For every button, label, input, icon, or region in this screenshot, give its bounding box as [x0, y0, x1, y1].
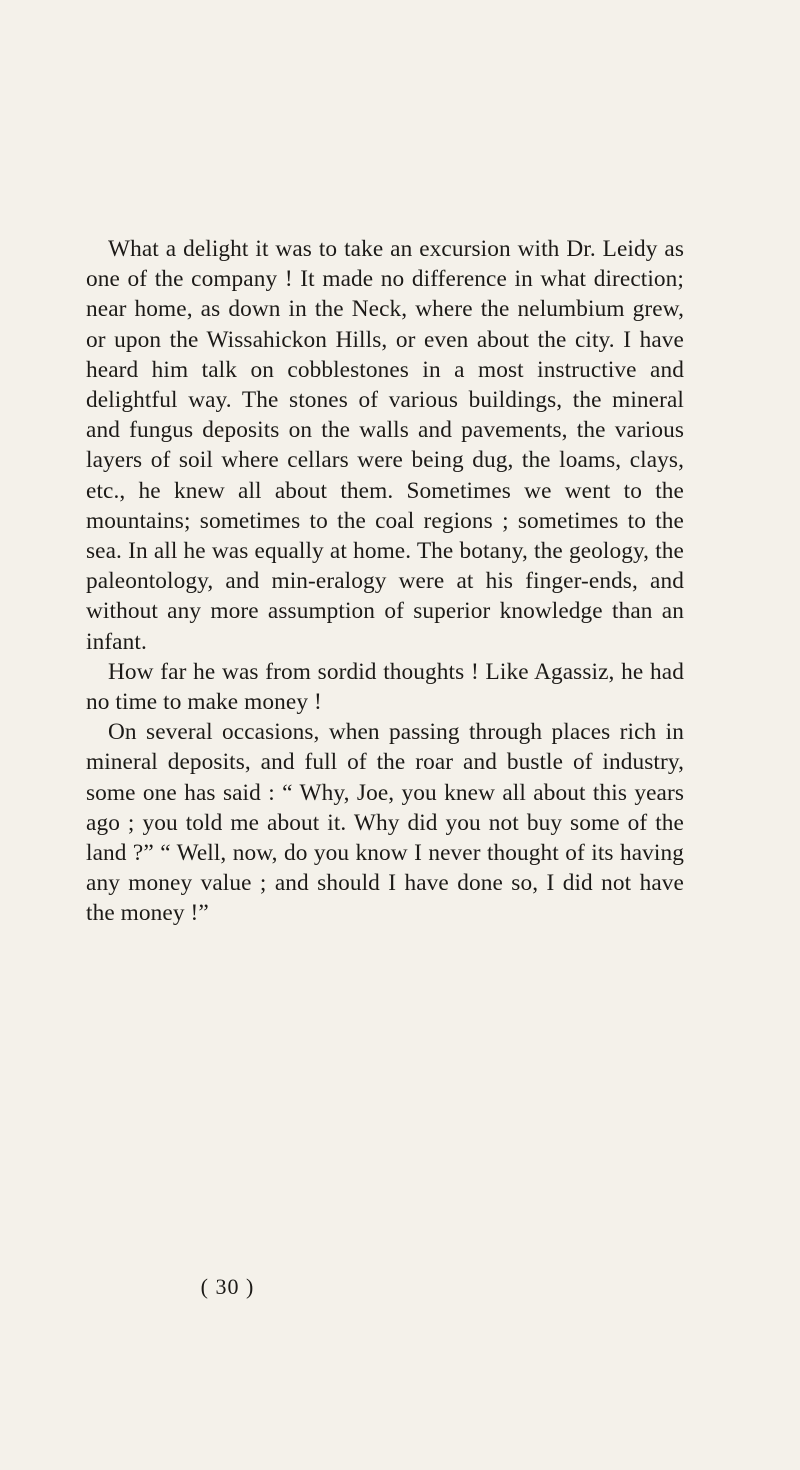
paragraph-excursion: What a delight it was to take an excursion with Dr. Leidy as one of the company ! It made no difference in what direction; near home, as down in the Neck, where the nelumbium grew, or upon the Wissahickon Hills, or even about the city. I have heard him talk on cobblestones in a most instructive and delightful way. The stones of various buildings, the mineral and fungus deposits on the walls and pavements, the various layers of soil where cellars were being dug, the loams, clays, etc., he knew all about them. Sometimes we went to the mountains; sometimes to the coal regions ; sometimes to the sea. In all he was equally at home. The botany, the geology, the paleontology, and min-eralogy were at his finger-ends, and without any more assumption of superior knowledge than an infant. — [86, 236, 684, 655]
body-text — [86, 234, 684, 929]
page-number: ( 30 ) — [200, 1274, 255, 1299]
paragraph-mineral-deposits: On several occasions, when passing through places rich in mineral deposits, and full of the roar and bustle of industry, some one has said : “ Why, Joe, you knew all about this years ago ; you told me about it. Why did you not buy some of the land ?” “ Well, now, do you know I never thought of its having any money value ; and should I have done so, I did not have the money !” — [86, 719, 684, 927]
paragraph-sordid-thoughts: How far he was from sordid thoughts ! Like Agassiz, he had no time to make money ! — [86, 658, 684, 716]
